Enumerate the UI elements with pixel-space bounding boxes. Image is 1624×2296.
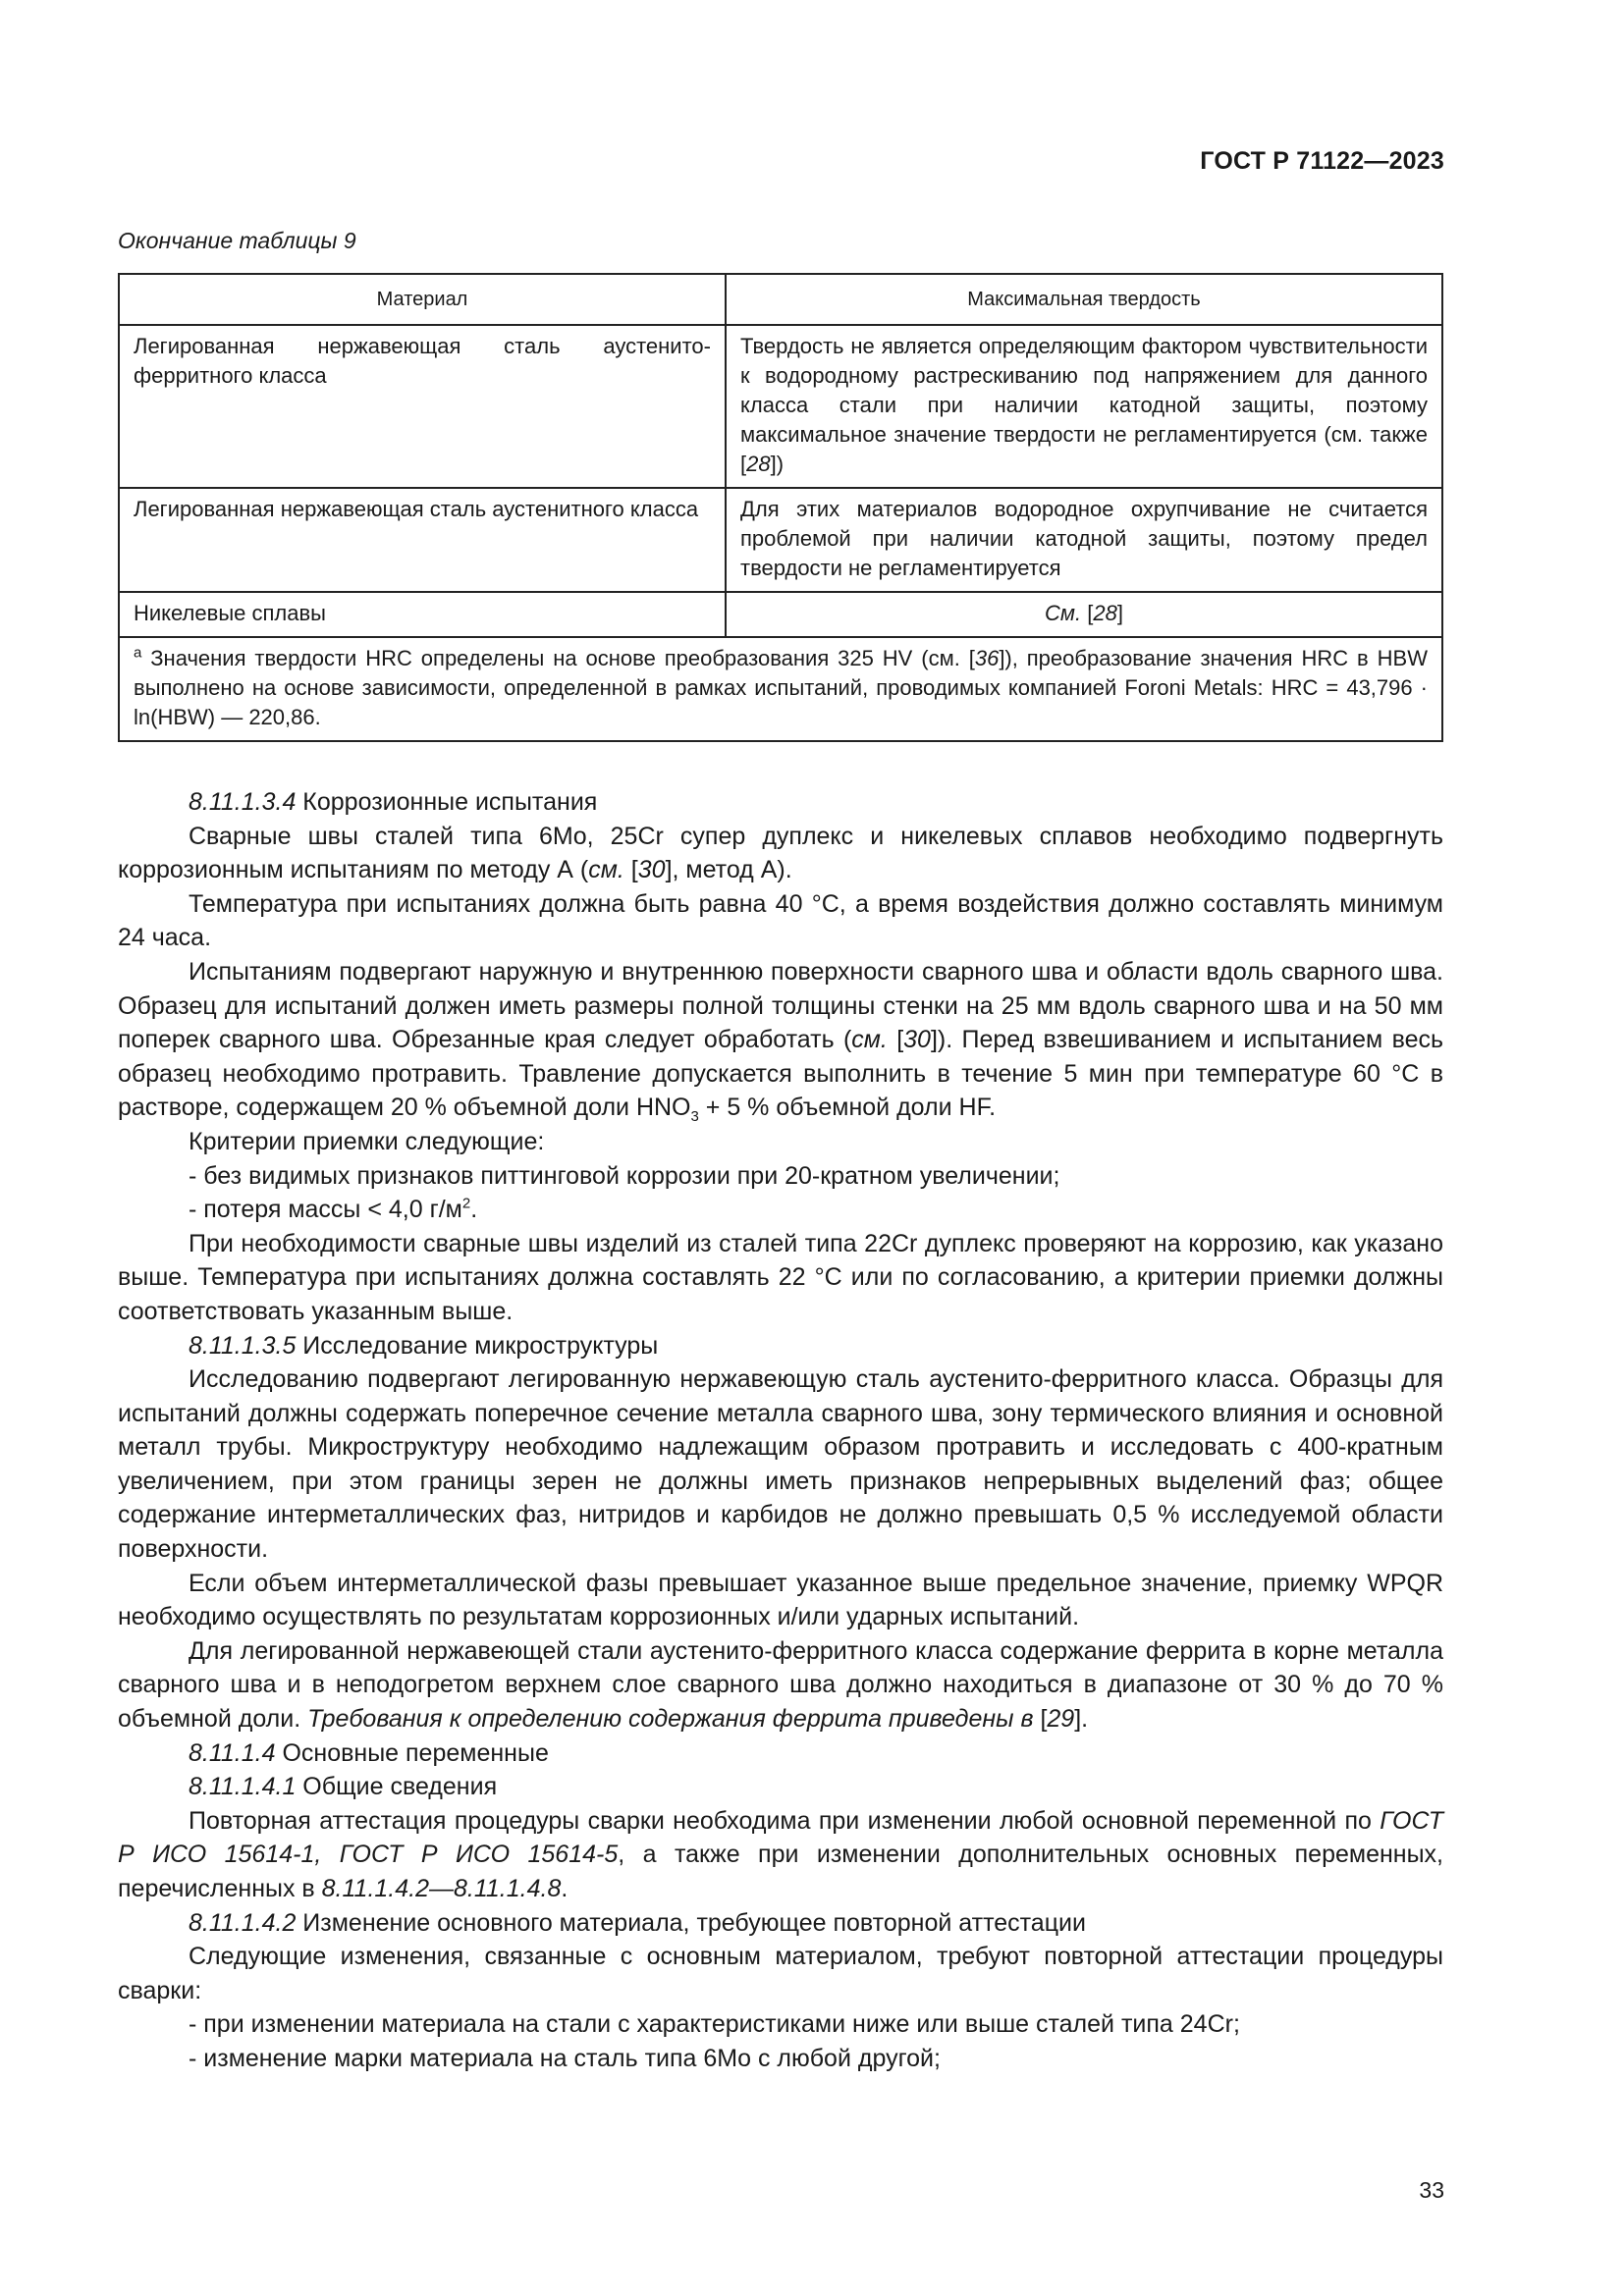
section-heading: 8.11.1.3.5 Исследование микроструктуры (189, 1331, 659, 1360)
hardness-cell: См. [28] (726, 592, 1442, 637)
section-heading: 8.11.1.4.1 Общие сведения (189, 1773, 498, 1801)
footnote-marker: a (134, 644, 142, 662)
paragraph: Сварные швы сталей типа 6Mo, 25Cr супер дуплекс и никелевых сплавов необходимо подвергнуть коррозионным испытаниям по методу А (см. [30], метод А). (118, 822, 1443, 884)
paragraph: Если объем интерметаллической фазы превышает указанное выше предельное значение, приемку WPQR необходимо осуществлять по результатам коррозионных и/или ударных испытаний. (118, 1569, 1443, 1631)
section-number: 8.11.1.4.1 (189, 1773, 297, 1801)
paragraph: При необходимости сварные швы изделий из сталей типа 22Cr дуплекс проверяют на коррозию, как указано выше. Температура при испытаниях должна составлять 22 °С или по согласованию, а критерии приемки должны соответствовать указанным выше. (118, 1229, 1443, 1325)
list-item: - при изменении материала на стали с характеристиками ниже или выше сталей типа 24Cr; (189, 2010, 1240, 2039)
table-footnote: $^a$ Значения твердости HRC определены на основе преобразования 325 HV (см. [36]), преобразование значения HRC в HBW выполнено на основе зависимости, определенной в рамках испытаний, проводимых компанией Foroni Metals: HRC = 43,796 · ln(HBW) — 220,86. (119, 637, 1442, 741)
reference-number: 28 (1093, 601, 1117, 625)
column-header-hardness: Максимальная твердость (726, 274, 1442, 325)
material-cell: Легированная нержавеющая сталь аустенитного класса (119, 488, 726, 592)
hardness-cell: Твердость не является определяющим фактором чувствительности к водородному растрескиванию под напряжением для данного класса стали при наличии катодной защиты, поэтому максимальное значение твердости не регламентируется (см. также [28]) (726, 325, 1442, 488)
table-row (119, 592, 1442, 637)
section-heading: 8.11.1.4.2 Изменение основного материала, требующее повторной аттестации (189, 1908, 1086, 1937)
list-item: - без видимых признаков питтинговой коррозии при 20-кратном увеличении; (189, 1161, 1060, 1190)
paragraph: Для легированной нержавеющей стали аустенито-ферритного класса содержание феррита в корне металла сварного шва и в неподогретом верхнем слое сварного шва должно находиться в диапазоне от 30 % до 70 % объемной доли. Требования к определению содержания феррита приведены в [29]. (118, 1636, 1443, 1734)
section-number: 8.11.1.4.2 (189, 1908, 297, 1937)
table-row (119, 488, 1442, 592)
reference-number: 28 (746, 452, 771, 476)
list-item: - изменение марки материала на сталь типа 6Mo с любой другой; (189, 2044, 941, 2072)
paragraph: Испытаниям подвергают наружную и внутреннюю поверхности сварного шва и области вдоль сварного шва. Образец для испытаний должен иметь размеры полной толщины стенки на 25 мм вдоль сварного шва и на 50 мм поперек сварного шва. Обрезанные края следует обработать (см. [30]). Перед взвешиванием и испытанием весь образец необходимо протравить. Травление допускается выполнить в течение 5 мин при температуре 60 °С в растворе, содержащем 20 % объемной доли $HNO_3 + 5$ % объемной доли HF. (118, 957, 1443, 1126)
document-standard-header: ГОСТ Р 71122—2023 (1200, 147, 1444, 175)
reference-number: 36 (974, 646, 1000, 670)
table-footnote-row (119, 637, 1442, 741)
paragraph: Повторная аттестация процедуры сварки необходима при изменении любой основной переменной по ГОСТ Р ИСО 15614-1, ГОСТ Р ИСО 15614-5, а также при изменении дополнительных основных переменных, перечисленных в 8.11.1.4.2—8.11.1.4.8. (118, 1806, 1444, 1902)
paragraph: Критерии приемки следующие: (189, 1127, 545, 1155)
document-body (118, 785, 1443, 2076)
material-cell: Никелевые сплавы (119, 592, 726, 637)
page-number: 33 (1419, 2177, 1444, 2203)
material-cell: Легированная нержавеющая сталь аустенито-ферритного класса (119, 325, 726, 488)
section-number: 8.11.1.3.5 (189, 1331, 297, 1360)
table-header-row (119, 274, 1442, 325)
paragraph: Исследованию подвергают легированную нержавеющую сталь аустенито-ферритного класса. Образцы для испытаний должны содержать поперечное сечение металла сварного шва, зону термического влияния и основной металл трубы. Микроструктуру необходимо надлежащим образом протравить и исследовать с 400-кратным увеличением, при этом границы зерен не должны иметь признаков непрерывных выделений фаз; общее содержание интерметаллических фаз, нитридов и карбидов не должно превышать 0,5 % исследуемой области поверхности. (118, 1365, 1443, 1564)
paragraph: Следующие изменения, связанные с основным материалом, требуют повторной аттестации процедуры сварки: (118, 1943, 1443, 2004)
table-row (119, 325, 1442, 488)
section-number: 8.11.1.3.4 (189, 788, 297, 816)
list-item: - потеря массы < 4,0 $г/м^2$. (189, 1195, 478, 1224)
column-header-material: Материал (119, 274, 726, 325)
hardness-table (118, 273, 1443, 742)
paragraph: Температура при испытаниях должна быть равна 40 °С, а время воздействия должно составлять минимум 24 часа. (118, 889, 1443, 952)
section-heading: 8.11.1.4 Основные переменные (189, 1738, 549, 1767)
hardness-cell: Для этих материалов водородное охрупчивание не считается проблемой при наличии катодной защиты, поэтому предел твердости не регламентируется (726, 488, 1442, 592)
section-number: 8.11.1.4 (189, 1738, 276, 1767)
table-caption: Окончание таблицы 9 (118, 228, 356, 253)
section-heading: 8.11.1.3.4 Коррозионные испытания (189, 788, 598, 816)
